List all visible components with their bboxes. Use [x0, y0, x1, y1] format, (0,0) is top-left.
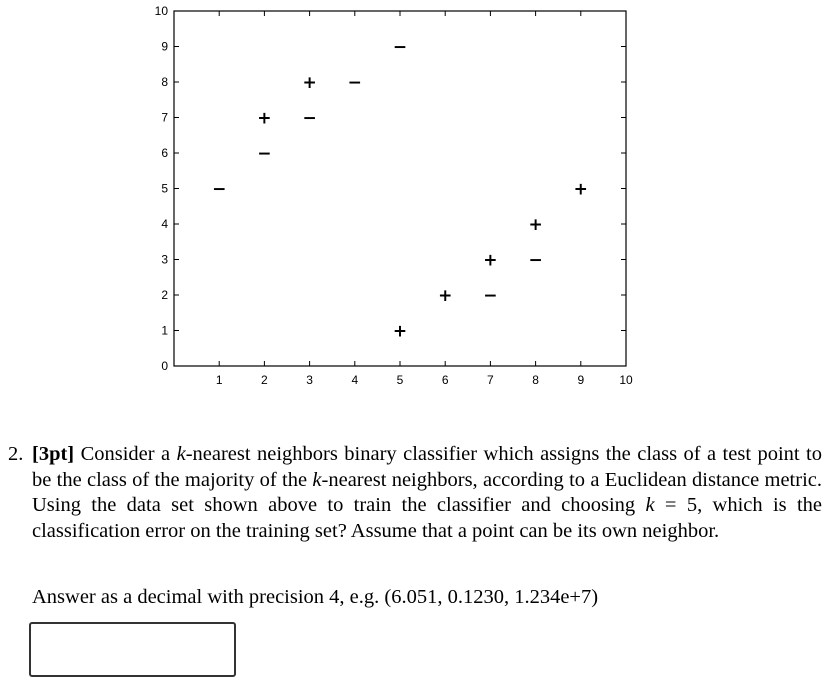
x-tick-label: 8: [532, 373, 539, 387]
plus-point: +: [302, 73, 317, 93]
minus-point: −: [347, 73, 362, 93]
y-tick-label: 10: [154, 4, 168, 18]
question-number: 2.: [8, 443, 24, 465]
y-tick-label: 1: [161, 323, 168, 338]
x-tick-label: 9: [577, 373, 585, 387]
plus-point: +: [483, 250, 498, 271]
x-tick-label: 6: [441, 373, 449, 387]
x-tick-label: 4: [351, 373, 359, 387]
minus-point: −: [257, 144, 272, 164]
y-tick-label: 8: [161, 75, 168, 89]
answer-prompt: Answer as a decimal with precision 4, e.g. (6.051, 0.1230, 1.234e+7): [32, 586, 599, 608]
x-tick-label: 3: [306, 373, 313, 387]
question-block: [8, 442, 822, 544]
plus-point: +: [438, 286, 453, 306]
plus-point: +: [528, 215, 543, 235]
plot-frame: [174, 11, 626, 366]
minus-point: −: [392, 37, 408, 58]
axes: [174, 11, 626, 366]
y-tick-label: 7: [161, 110, 168, 125]
minus-point: −: [528, 250, 543, 271]
y-tick-label: 0: [161, 359, 168, 373]
plus-point: +: [257, 108, 272, 129]
y-tick-label: 6: [161, 146, 168, 160]
x-axis-ticks: [216, 11, 633, 387]
minus-point: −: [212, 179, 227, 200]
minus-point: −: [483, 286, 498, 306]
x-tick-label: 10: [619, 373, 633, 387]
answer-input[interactable]: [29, 622, 236, 677]
question-points: [3pt]: [32, 443, 75, 465]
plus-point: +: [573, 179, 588, 200]
x-tick-label: 2: [261, 373, 268, 387]
y-tick-label: 4: [161, 217, 168, 231]
minus-point: −: [302, 108, 317, 129]
y-tick-label: 5: [161, 181, 168, 196]
y-tick-label: 9: [161, 39, 168, 54]
x-tick-label: 5: [396, 373, 404, 387]
data-points: [212, 38, 588, 342]
question-text: [3pt] Consider a k-nearest neighbors binary classifier which assigns the class of a test point to be the class of the majority of the k-nearest neighbors, according to a Euclidean distance metric. Using the data set shown above to train the classifier and choosing k = 5, which is the classification error on the training set? Assume that a point can be its own neighbor.: [32, 443, 822, 542]
x-tick-label: 1: [215, 373, 223, 387]
x-tick-label: 7: [487, 373, 494, 387]
y-tick-label: 2: [161, 288, 168, 302]
plus-point: +: [392, 321, 408, 342]
y-tick-label: 3: [161, 252, 168, 267]
